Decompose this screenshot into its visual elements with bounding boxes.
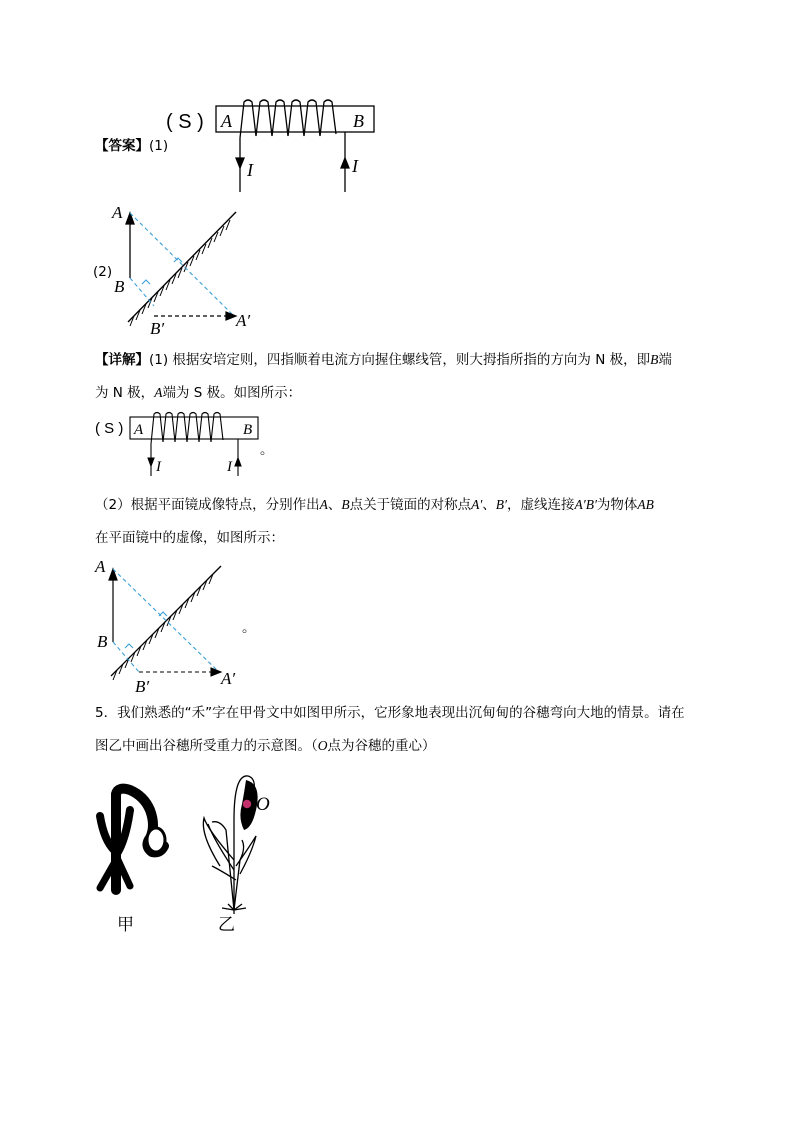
image-a-label: A′	[236, 311, 251, 330]
image-b-label-small: B′	[135, 677, 150, 696]
image-a-label-small: A′	[221, 669, 236, 688]
figure-yi-label: 乙	[218, 915, 235, 935]
object-arrow-ab	[126, 213, 134, 278]
rice-plant-drawing	[190, 770, 300, 915]
question-5-line-1: 5．我们熟悉的“禾”字在甲骨文中如图甲所示，它形象地表现出沉甸甸的谷穗弯向大地的情景。请在	[95, 705, 685, 721]
pole-label: ( S )	[166, 111, 204, 133]
image-b-label: B′	[150, 319, 165, 338]
mirror-figure-large	[110, 202, 260, 337]
point-b-label-small: B	[97, 632, 108, 651]
detail-paragraph-1-line-1: 【详解】(1) 根据安培定则，四指顺着电流方向握住螺线管，则大拇指所指的方向为 N 极，即B端	[95, 352, 672, 368]
current-label-small-left: I	[156, 459, 161, 475]
point-a-label-small: A	[95, 557, 106, 576]
blue-dashed-lines	[130, 213, 234, 316]
point-b-label: B	[114, 277, 125, 296]
pole-label-small: ( S )	[95, 420, 124, 437]
detail-paragraph-2-line-2: 在平面镜中的虚像，如图所示：	[95, 530, 284, 546]
end-a-label: A	[221, 111, 232, 131]
detail-paragraph-1-line-2: 为 N 极，A端为 S 极。如图所示：	[95, 385, 302, 401]
current-label-right: I	[352, 156, 358, 176]
end-a-label-small: A	[134, 422, 144, 438]
solenoid-figure-small	[93, 410, 263, 478]
center-of-gravity-dot	[243, 800, 251, 808]
answer-label: 【答案】(1)	[95, 138, 169, 154]
point-o-label: O	[256, 794, 270, 815]
period-2: 。	[242, 620, 256, 636]
point-a-label: A	[112, 203, 123, 222]
period-1: 。	[260, 442, 274, 458]
end-b-label: B	[353, 111, 364, 131]
detail-paragraph-2-line-1: （2）根据平面镜成像特点，分别作出A、B点关于镜面的对称点A′、B′，虚线连接A′B′为物体AB	[95, 497, 654, 513]
plane-mirror	[128, 212, 236, 326]
current-label-left: I	[247, 160, 253, 180]
end-b-label-small: B	[243, 422, 253, 438]
current-label-small-right: I	[227, 459, 232, 475]
answer-part2-label: (2)	[93, 264, 113, 280]
figure-jia-label: 甲	[117, 915, 134, 935]
mirror-figure-small	[93, 558, 253, 698]
solenoid-core	[216, 106, 374, 132]
oracle-bone-character	[94, 780, 174, 900]
virtual-image	[154, 312, 236, 320]
solenoid-figure-large	[160, 96, 390, 196]
question-5-line-2: 图乙中画出谷穗所受重力的示意图。（O点为谷穗的重心）	[95, 738, 436, 754]
